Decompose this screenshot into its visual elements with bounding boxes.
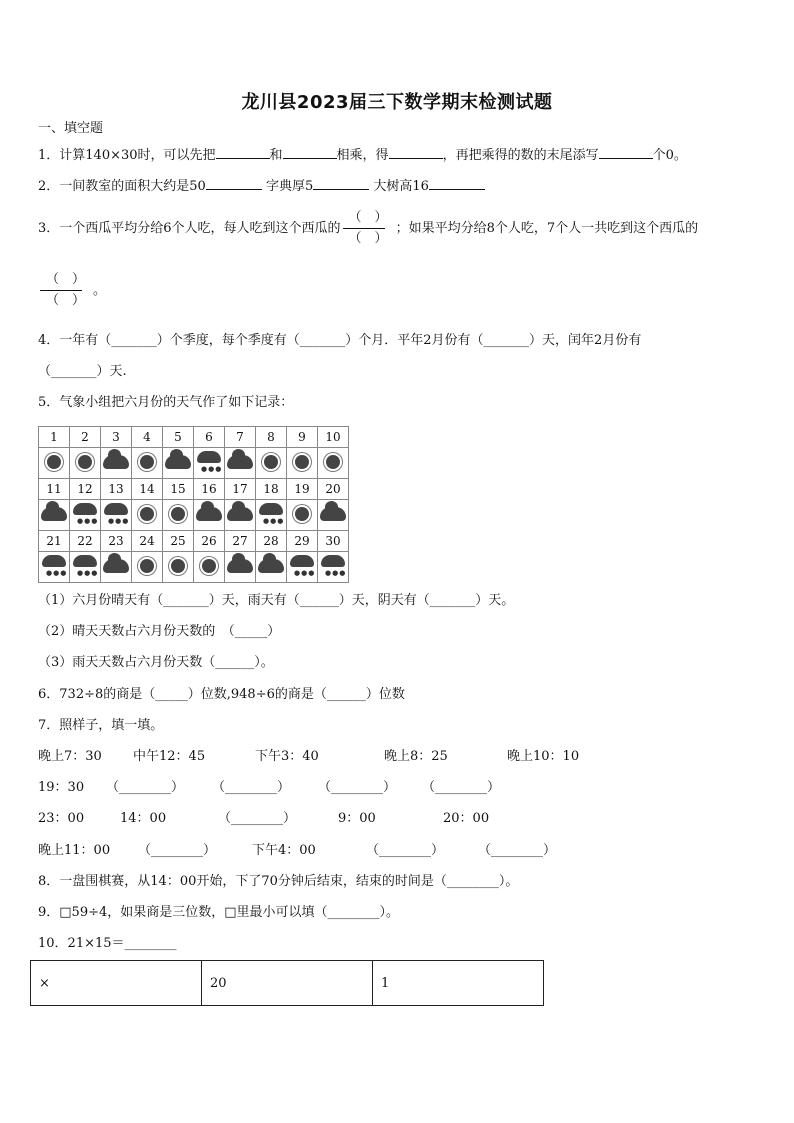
question-1: 1．计算140×30时，可以先把 和 相乘，得 ，再把乘得的数的末尾添写 个0。 bbox=[38, 145, 687, 165]
question-8: 8．一盘围棋赛，从14：00开始，下了70分钟后结束，结束的时间是（________）。 bbox=[38, 874, 519, 889]
weather-icon-row bbox=[39, 500, 349, 531]
weather-day-number: 13 bbox=[101, 479, 132, 500]
weather-day-number: 4 bbox=[132, 427, 163, 448]
question-10: 10．21×15＝________ bbox=[38, 936, 177, 951]
fraction-blank[interactable]: $\frac{( )}{( )}$ bbox=[40, 270, 91, 311]
weather-day-row bbox=[39, 427, 349, 448]
mult-cell-1: 1 bbox=[373, 961, 544, 1006]
weather-day-number: 7 bbox=[225, 427, 256, 448]
question-5-part3: （3）雨天天数占六月份天数（______）。 bbox=[38, 655, 274, 670]
sun-icon bbox=[78, 455, 92, 469]
weather-cell bbox=[194, 552, 225, 583]
weather-cell bbox=[287, 448, 318, 479]
cloud-icon bbox=[320, 507, 346, 521]
weather-day-number: 1 bbox=[39, 427, 70, 448]
weather-day-number: 27 bbox=[225, 531, 256, 552]
sun-icon bbox=[171, 507, 185, 521]
cloud-icon bbox=[227, 507, 253, 521]
rain-icon: ●●● bbox=[259, 503, 283, 525]
weather-day-number: 3 bbox=[101, 427, 132, 448]
weather-day-number: 6 bbox=[194, 427, 225, 448]
weather-cell bbox=[194, 500, 225, 531]
weather-day-number: 17 bbox=[225, 479, 256, 500]
blank[interactable] bbox=[283, 145, 337, 159]
question-6: 6．732÷8的商是（_____）位数,948÷6的商是（______）位数 bbox=[38, 687, 405, 702]
blank[interactable] bbox=[599, 145, 653, 159]
weather-cell bbox=[225, 500, 256, 531]
cloud-icon bbox=[103, 559, 129, 573]
weather-day-number: 20 bbox=[318, 479, 349, 500]
weather-cell bbox=[101, 448, 132, 479]
question-5-part1: （1）六月份晴天有（_______）天，雨天有（______）天，阴天有（_______）天。 bbox=[38, 593, 515, 608]
rain-icon: ●●● bbox=[73, 555, 97, 577]
weather-day-number: 24 bbox=[132, 531, 163, 552]
weather-day-number: 26 bbox=[194, 531, 225, 552]
weather-cell bbox=[163, 500, 194, 531]
question-4: 4．一年有（_______）个季度，每个季度有（_______）个月．平年2月份有（_______）天，闰年2月份有 bbox=[38, 333, 642, 348]
weather-day-number: 2 bbox=[70, 427, 101, 448]
weather-cell bbox=[256, 500, 287, 531]
cloud-icon bbox=[41, 507, 67, 521]
cloud-icon bbox=[196, 507, 222, 521]
weather-cell bbox=[101, 552, 132, 583]
weather-day-row bbox=[39, 479, 349, 500]
weather-cell bbox=[163, 448, 194, 479]
sun-icon bbox=[295, 507, 309, 521]
sun-icon bbox=[326, 455, 340, 469]
weather-day-number: 9 bbox=[287, 427, 318, 448]
weather-cell bbox=[256, 448, 287, 479]
weather-cell bbox=[39, 448, 70, 479]
weather-day-number: 30 bbox=[318, 531, 349, 552]
sun-icon bbox=[140, 507, 154, 521]
weather-day-number: 23 bbox=[101, 531, 132, 552]
weather-cell bbox=[132, 552, 163, 583]
question-5: 5．气象小组把六月份的天气作了如下记录： bbox=[38, 395, 294, 410]
weather-day-number: 19 bbox=[287, 479, 318, 500]
weather-day-number: 8 bbox=[256, 427, 287, 448]
weather-day-number: 12 bbox=[70, 479, 101, 500]
cloud-icon bbox=[258, 559, 284, 573]
weather-cell bbox=[318, 552, 349, 583]
rain-icon: ●●● bbox=[321, 555, 345, 577]
question-5-part2: （2）晴天天数占六月份天数的 （_____） bbox=[38, 624, 281, 639]
rain-icon: ●●● bbox=[73, 503, 97, 525]
mult-cell-times: × bbox=[31, 961, 202, 1006]
rain-icon: ●●● bbox=[290, 555, 314, 577]
weather-cell bbox=[194, 448, 225, 479]
cloud-icon bbox=[165, 455, 191, 469]
blank[interactable] bbox=[206, 176, 262, 190]
weather-day-number: 14 bbox=[132, 479, 163, 500]
weather-day-row bbox=[39, 531, 349, 552]
question-7: 7．照样子，填一填。 bbox=[38, 718, 164, 733]
rain-icon: ●●● bbox=[42, 555, 66, 577]
weather-day-number: 22 bbox=[70, 531, 101, 552]
sun-icon bbox=[140, 455, 154, 469]
sun-icon bbox=[171, 559, 185, 573]
weather-day-number: 18 bbox=[256, 479, 287, 500]
question-2: 2．一间教室的面积大约是50 字典厚5 大树高16 bbox=[38, 176, 485, 196]
sun-icon bbox=[47, 455, 61, 469]
page-title: 龙川县2023届三下数学期末检测试题 bbox=[241, 92, 553, 113]
weather-table bbox=[38, 426, 349, 583]
blank[interactable] bbox=[216, 145, 270, 159]
weather-cell bbox=[256, 552, 287, 583]
rain-icon: ●●● bbox=[104, 503, 128, 525]
weather-icon-row bbox=[39, 448, 349, 479]
blank[interactable] bbox=[429, 176, 485, 190]
weather-cell bbox=[163, 552, 194, 583]
weather-cell bbox=[225, 448, 256, 479]
weather-cell bbox=[225, 552, 256, 583]
sun-icon bbox=[140, 559, 154, 573]
weather-cell bbox=[39, 500, 70, 531]
multiplication-table bbox=[30, 960, 544, 1006]
rain-icon: ●●● bbox=[197, 451, 221, 473]
mult-cell-20: 20 bbox=[202, 961, 373, 1006]
cloud-icon bbox=[227, 559, 253, 573]
sun-icon bbox=[264, 455, 278, 469]
sun-icon bbox=[295, 455, 309, 469]
weather-icon-row bbox=[39, 552, 349, 583]
weather-cell bbox=[39, 552, 70, 583]
cloud-icon bbox=[103, 455, 129, 469]
weather-day-number: 28 bbox=[256, 531, 287, 552]
weather-day-number: 15 bbox=[163, 479, 194, 500]
section-heading: 一、填空题 bbox=[38, 121, 104, 136]
question-3: 3．一个西瓜平均分给6个人吃，每人吃到这个西瓜的 $\frac{( )}{( )}$ ；如果平均分给8个人吃，7个人一共吃到这个西瓜的 bbox=[38, 208, 698, 249]
question-9: 9．□59÷4，如果商是三位数，□里最小可以填（________）。 bbox=[38, 905, 400, 920]
cloud-icon bbox=[227, 455, 253, 469]
weather-cell bbox=[70, 500, 101, 531]
weather-cell bbox=[70, 552, 101, 583]
weather-day-number: 10 bbox=[318, 427, 349, 448]
blank[interactable] bbox=[313, 176, 369, 190]
weather-cell bbox=[318, 500, 349, 531]
blank[interactable] bbox=[389, 145, 443, 159]
weather-cell bbox=[132, 448, 163, 479]
weather-cell bbox=[70, 448, 101, 479]
weather-cell bbox=[132, 500, 163, 531]
weather-day-number: 11 bbox=[39, 479, 70, 500]
weather-day-number: 21 bbox=[39, 531, 70, 552]
weather-day-number: 16 bbox=[194, 479, 225, 500]
weather-cell bbox=[318, 448, 349, 479]
weather-day-number: 5 bbox=[163, 427, 194, 448]
question-3-answer: $\frac{( )}{( )}$ 。 bbox=[38, 270, 106, 311]
question-4-cont: （_______）天. bbox=[38, 364, 127, 379]
weather-cell bbox=[101, 500, 132, 531]
sun-icon bbox=[202, 559, 216, 573]
weather-cell bbox=[287, 552, 318, 583]
weather-cell bbox=[287, 500, 318, 531]
weather-day-number: 25 bbox=[163, 531, 194, 552]
fraction-blank[interactable]: $\frac{( )}{( )}$ bbox=[343, 208, 394, 249]
weather-day-number: 29 bbox=[287, 531, 318, 552]
